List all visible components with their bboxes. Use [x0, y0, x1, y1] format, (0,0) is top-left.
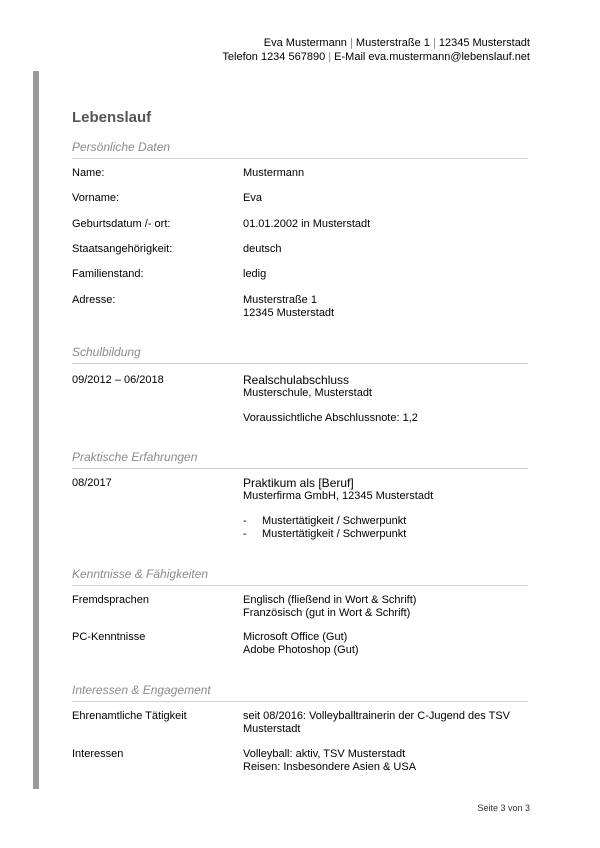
skills-languages [243, 594, 416, 620]
list-item-text: Mustertätigkeit / Schwerpunkt [262, 515, 407, 527]
field-label-address: Adresse: [72, 294, 116, 306]
separator: | [432, 37, 436, 49]
field-label-name: Name: [72, 167, 105, 179]
separator: | [350, 37, 353, 49]
section-divider [72, 701, 528, 702]
section-divider [72, 363, 528, 364]
contact-header [222, 36, 530, 64]
bullet-marker: - [243, 515, 247, 527]
section-divider [72, 158, 528, 159]
field-label-nationality: Staatsangehörigkeit: [72, 243, 173, 255]
volunteer-line: seit 08/2016: Volleyballtrainerin der C-Jugend des TSV [243, 710, 511, 722]
page-number: Seite 3 von 3 [477, 803, 530, 813]
school-name: Musterschule, Musterstadt [243, 387, 372, 399]
interests-label: Interessen [72, 748, 124, 760]
language-item: Französisch (gut in Wort & Schrift) [243, 607, 411, 619]
skills-pc-label: PC-Kenntnisse [72, 631, 146, 643]
school-degree: Realschulabschluss [243, 373, 350, 387]
list-item [243, 528, 406, 541]
section-heading-practical: Praktische Erfahrungen [72, 450, 198, 464]
practical-period: 08/2017 [72, 477, 112, 489]
interest-item: Volleyball: aktiv, TSV Musterstadt [243, 748, 406, 760]
field-value-birth: 01.01.2002 in Musterstadt [243, 218, 371, 230]
address-city: 12345 Musterstadt [243, 307, 335, 319]
field-value-nationality: deutsch [243, 243, 282, 255]
separator: | [328, 51, 332, 63]
list-item-text: Mustertätigkeit / Schwerpunkt [262, 528, 407, 540]
section-heading-school: Schulbildung [72, 345, 141, 359]
section-divider [72, 468, 528, 469]
section-heading-skills: Kenntnisse & Fähigkeiten [72, 567, 209, 581]
school-period: 09/2012 – 06/2018 [72, 374, 164, 386]
interest-item: Reisen: Insbesondere Asien & USA [243, 761, 417, 773]
list-item [243, 515, 406, 528]
section-divider [72, 585, 528, 586]
practical-company: Musterfirma GmbH, 12345 Musterstadt [243, 490, 434, 502]
page-title: Lebenslauf [72, 109, 152, 126]
field-value-firstname: Eva [243, 192, 262, 204]
pc-skill-item: Adobe Photoshop (Gut) [243, 644, 359, 656]
volunteer-line: Musterstadt [243, 723, 301, 735]
language-item: Englisch (fließend in Wort & Schrift) [243, 594, 417, 606]
volunteer-label: Ehrenamtliche Tätigkeit [72, 710, 187, 722]
field-value-name: Mustermann [243, 167, 305, 179]
field-value-address [243, 294, 334, 320]
school-grade: Voraussichtliche Abschlussnote: 1,2 [243, 412, 418, 424]
skills-pc [243, 631, 359, 657]
contact-email: E-Mail eva.mustermann@lebenslauf.net [334, 51, 530, 63]
section-heading-personal: Persönliche Daten [72, 140, 171, 154]
contact-street: Musterstraße 1 [355, 37, 430, 49]
field-label-birth: Geburtsdatum /- ort: [72, 218, 171, 230]
skills-languages-label: Fremdsprachen [72, 594, 150, 606]
pc-skill-item: Microsoft Office (Gut) [243, 631, 348, 643]
address-street: Musterstraße 1 [243, 294, 317, 306]
contact-line-1 [222, 36, 530, 50]
practical-position: Praktikum als [Beruf] [243, 476, 354, 490]
contact-line-2 [222, 50, 530, 64]
field-label-firstname: Vorname: [72, 192, 120, 204]
bullet-marker: - [243, 528, 247, 540]
contact-name: Eva Mustermann [263, 37, 347, 49]
field-value-marital: ledig [243, 268, 267, 280]
contact-phone: Telefon 1234 567890 [222, 51, 326, 63]
decorative-sidebar-bar [33, 71, 39, 789]
volunteer-value [243, 710, 510, 736]
field-label-marital: Familienstand: [72, 268, 144, 280]
interests-value [243, 748, 416, 774]
section-heading-interests: Interessen & Engagement [72, 683, 211, 697]
contact-city: 12345 Musterstadt [438, 37, 530, 49]
